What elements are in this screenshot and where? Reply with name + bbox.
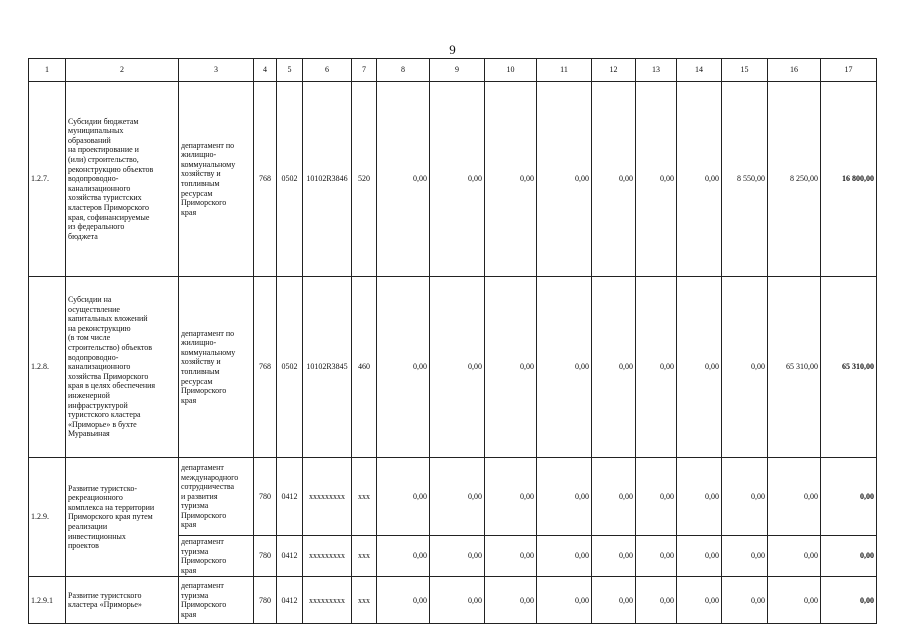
code-section: 0502 [277, 82, 303, 277]
value-cell: 0,00 [636, 577, 677, 624]
value-cell: 0,00 [537, 577, 592, 624]
measure-name: Субсидии на осуществление капитальных вложений на реконструкцию (в том числе строительство) объектов водопроводно- канализационного хозяйства Приморского края в целях обеспечения инженерной инфраструктурой туристского кластера «Приморье» в бухте Муравьиная [66, 277, 179, 458]
column-header: 11 [537, 59, 592, 82]
code-section: 0412 [277, 577, 303, 624]
table-header-row [29, 59, 877, 82]
value-cell: 0,00 [677, 277, 722, 458]
code-target: xxxxxxxxx [303, 577, 352, 624]
column-header: 5 [277, 59, 303, 82]
value-cell: 0,00 [722, 458, 768, 536]
row-number: 1.2.8. [29, 277, 66, 458]
value-cell: 0,00 [636, 82, 677, 277]
value-cell: 0,00 [677, 577, 722, 624]
value-cell: 0,00 [537, 458, 592, 536]
total-cell: 0,00 [821, 577, 877, 624]
value-cell: 0,00 [485, 277, 537, 458]
value-cell: 8 250,00 [768, 82, 821, 277]
table-row [29, 82, 877, 277]
value-cell: 0,00 [677, 458, 722, 536]
value-cell: 0,00 [537, 536, 592, 577]
value-cell: 0,00 [537, 277, 592, 458]
code-expense-type: xxx [352, 577, 377, 624]
value-cell: 0,00 [636, 536, 677, 577]
code-section: 0502 [277, 277, 303, 458]
code-section: 0412 [277, 458, 303, 536]
column-header: 6 [303, 59, 352, 82]
value-cell: 0,00 [377, 458, 430, 536]
executor: департамент по жилищно- коммунальному хозяйству и топливным ресурсам Приморского края [179, 82, 254, 277]
value-cell: 0,00 [430, 458, 485, 536]
value-cell: 0,00 [485, 82, 537, 277]
code-expense-type: xxx [352, 536, 377, 577]
table-row [29, 458, 877, 536]
value-cell: 8 550,00 [722, 82, 768, 277]
row-number: 1.2.9.1 [29, 577, 66, 624]
column-header: 13 [636, 59, 677, 82]
value-cell: 0,00 [592, 277, 636, 458]
executor: департамент по жилищно- коммунальному хозяйству и топливным ресурсам Приморского края [179, 277, 254, 458]
column-header: 9 [430, 59, 485, 82]
value-cell: 0,00 [592, 536, 636, 577]
code-target: xxxxxxxxx [303, 536, 352, 577]
value-cell: 0,00 [377, 577, 430, 624]
total-cell: 0,00 [821, 536, 877, 577]
value-cell: 0,00 [430, 277, 485, 458]
total-cell: 0,00 [821, 458, 877, 536]
value-cell: 0,00 [722, 536, 768, 577]
executor: департамент туризма Приморского края [179, 536, 254, 577]
code-grbs: 780 [254, 458, 277, 536]
value-cell: 0,00 [537, 82, 592, 277]
value-cell: 0,00 [430, 82, 485, 277]
measure-name: Развитие туристского кластера «Приморье» [66, 577, 179, 624]
code-target: xxxxxxxxx [303, 458, 352, 536]
measure-name: Развитие туристско- рекреационного комплекса на территории Приморского края путем реализации инвестиционных проектов [66, 458, 179, 577]
executor: департамент международного сотрудничества и развития туризма Приморского края [179, 458, 254, 536]
budget-table [28, 58, 877, 624]
value-cell: 0,00 [722, 577, 768, 624]
code-target: 10102R3846 [303, 82, 352, 277]
code-target: 10102R3845 [303, 277, 352, 458]
table-row [29, 577, 877, 624]
value-cell: 0,00 [592, 458, 636, 536]
code-expense-type: xxx [352, 458, 377, 536]
row-number: 1.2.7. [29, 82, 66, 277]
value-cell: 0,00 [377, 82, 430, 277]
column-header: 10 [485, 59, 537, 82]
value-cell: 0,00 [430, 536, 485, 577]
measure-name: Субсидии бюджетам муниципальных образований на проектирование и (или) строительство, реконструкцию объектов водопроводно- канализационного хозяйства туристских кластеров Приморского края, софинансируемые из федерального бюджета [66, 82, 179, 277]
value-cell: 0,00 [592, 82, 636, 277]
table-row [29, 277, 877, 458]
row-number: 1.2.9. [29, 458, 66, 577]
value-cell: 0,00 [636, 277, 677, 458]
value-cell: 0,00 [768, 458, 821, 536]
code-grbs: 780 [254, 577, 277, 624]
value-cell: 0,00 [768, 536, 821, 577]
executor: департамент туризма Приморского края [179, 577, 254, 624]
value-cell: 0,00 [592, 577, 636, 624]
value-cell: 0,00 [485, 536, 537, 577]
value-cell: 0,00 [485, 577, 537, 624]
code-expense-type: 520 [352, 82, 377, 277]
value-cell: 0,00 [677, 536, 722, 577]
column-header: 16 [768, 59, 821, 82]
column-header: 3 [179, 59, 254, 82]
value-cell: 0,00 [636, 458, 677, 536]
value-cell: 0,00 [722, 277, 768, 458]
column-header: 2 [66, 59, 179, 82]
column-header: 8 [377, 59, 430, 82]
value-cell: 0,00 [377, 536, 430, 577]
code-grbs: 780 [254, 536, 277, 577]
value-cell: 0,00 [677, 82, 722, 277]
value-cell: 0,00 [768, 577, 821, 624]
column-header: 7 [352, 59, 377, 82]
total-cell: 16 800,00 [821, 82, 877, 277]
value-cell: 0,00 [430, 577, 485, 624]
page-number: 9 [449, 42, 456, 57]
code-grbs: 768 [254, 277, 277, 458]
code-grbs: 768 [254, 82, 277, 277]
column-header: 17 [821, 59, 877, 82]
column-header: 12 [592, 59, 636, 82]
value-cell: 0,00 [485, 458, 537, 536]
code-section: 0412 [277, 536, 303, 577]
code-expense-type: 460 [352, 277, 377, 458]
column-header: 4 [254, 59, 277, 82]
column-header: 14 [677, 59, 722, 82]
value-cell: 65 310,00 [768, 277, 821, 458]
column-header: 1 [29, 59, 66, 82]
total-cell: 65 310,00 [821, 277, 877, 458]
column-header: 15 [722, 59, 768, 82]
value-cell: 0,00 [377, 277, 430, 458]
